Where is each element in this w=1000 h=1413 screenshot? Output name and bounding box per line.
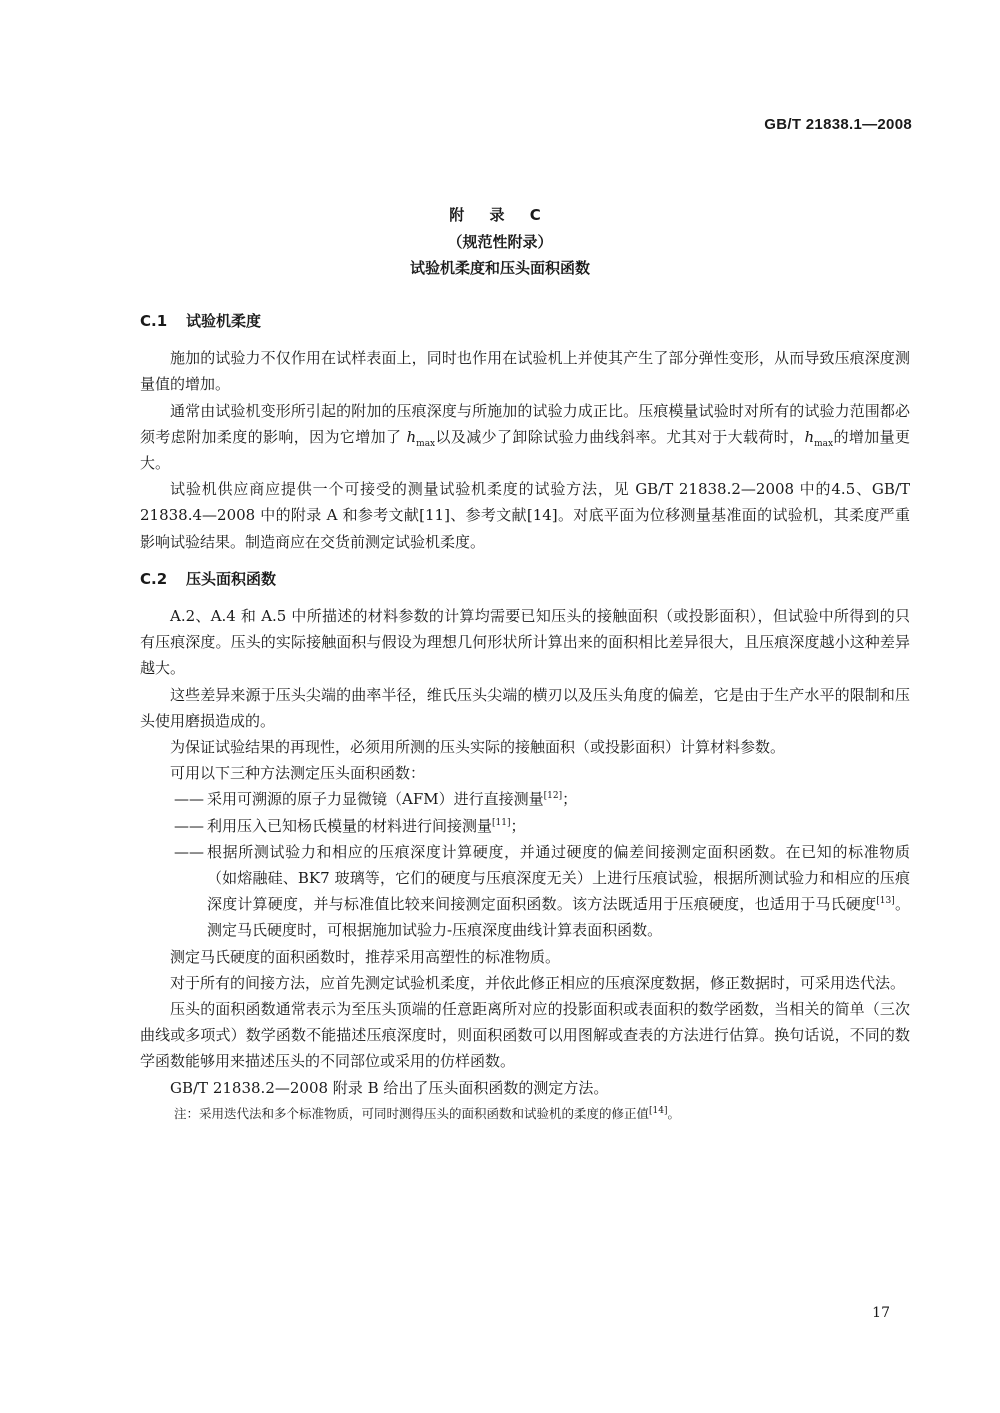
section-title: 压头面积函数 xyxy=(186,569,277,588)
paragraph: 试验机供应商应提供一个可接受的测量试验机柔度的试验方法，见 GB/T 21838.2—2008 中的4.5、GB/T 21838.4—2008 中的附录 A 和参考文献[11]、参考文献[14]。对底平面为位移测量基准面的试验机，其柔度严重影响试验结果。制造商应在交货前测定试验机柔度。 xyxy=(140,480,910,551)
section-number: C.1 xyxy=(140,312,168,330)
paragraph: A.2、A.4 和 A.5 中所描述的材料参数的计算均需要已知压头的接触面积（或投影面积），但试验中所得到的只有压痕深度。压头的实际接触面积与假设为理想几何形状所计算出来的面积相比差异很大，且压痕深度越小这种差异越大。 xyxy=(140,607,910,678)
paragraph: 施加的试验力不仅作用在试样表面上，同时也作用在试验机上并使其产生了部分弹性变形，从而导致压痕深度测量值的增加。 xyxy=(140,349,910,394)
list-item xyxy=(140,786,910,812)
document-body xyxy=(140,308,910,1125)
text-run: 利用压入已知杨氏模量的材料进行间接测量 xyxy=(207,816,493,835)
list-dash: —— xyxy=(174,816,204,835)
paragraph: 测定马氏硬度的面积函数时，推荐采用高塑性的标准物质。 xyxy=(170,947,561,966)
section-number: C.2 xyxy=(140,569,168,588)
list-dash: —— xyxy=(174,842,204,861)
annex-type: （规范性附录） xyxy=(447,232,553,251)
reference: [13] xyxy=(876,896,895,907)
subscript-max: max xyxy=(416,438,436,449)
paragraph: 对于所有的间接方法，应首先测定试验机柔度，并依此修正相应的压痕深度数据，修正数据时，可采用迭代法。 xyxy=(170,973,906,992)
list-dash: —— xyxy=(174,790,204,809)
section-heading-c1 xyxy=(140,308,910,334)
text-run: 根据所测试验力和相应的压痕深度计算硬度，并通过硬度的偏差间接测定面积函数。在已知的标准物质（如熔融硅、BK7 玻璃等，它们的硬度与压痕深度无关）上进行压痕试验，根据所测试验力和相应的压痕深度计算硬度，并与标准值比较来间接测定面积函数。该方法既适用于压痕硬度，也适用于马氏硬度 xyxy=(207,842,910,914)
subscript-max: max xyxy=(814,438,834,449)
text-run: 的增加量更大。 xyxy=(140,427,910,473)
symbol-h: h xyxy=(804,427,815,446)
annex-label: 附 录 C xyxy=(449,206,551,224)
paragraph: 这些差异来源于压头尖端的曲率半径，维氏压头尖端的横刃以及压头角度的偏差，它是由于生产水平的限制和压头使用磨损造成的。 xyxy=(140,685,910,730)
symbol-h: h xyxy=(406,427,417,446)
list-item xyxy=(140,813,910,839)
text-run: 以及减少了卸除试验力曲线斜率。尤其对于大载荷时， xyxy=(435,427,805,446)
text-run: ； xyxy=(562,790,578,809)
text-run: 通常由试验机变形所引起的附加的压痕深度与所施加的试验力成正比。压痕模量试验时对所有的试验力范围都必须考虑附加柔度的影响，因为它增加了 xyxy=(140,401,910,446)
paragraph: 为保证试验结果的再现性，必须用所测的压头实际的接触面积（或投影面积）计算材料参数。 xyxy=(170,738,786,757)
note xyxy=(140,1103,910,1125)
section-heading-c2 xyxy=(140,566,910,592)
document-code: GB/T 21838.1—2008 xyxy=(764,116,912,133)
text-run: 。 xyxy=(667,1105,681,1121)
paragraph xyxy=(140,398,910,477)
section-title: 试验机柔度 xyxy=(186,312,262,330)
page-number: 17 xyxy=(872,1305,890,1321)
text-run: 。测定马氏硬度时，可根据施加试验力-压痕深度曲线计算表面积函数。 xyxy=(207,895,910,940)
annex-heading xyxy=(0,202,1000,282)
reference: [14] xyxy=(649,1105,668,1116)
paragraph: 可用以下三种方法测定压头面积函数： xyxy=(170,764,426,783)
text-run: ； xyxy=(510,816,526,835)
reference: [12] xyxy=(543,791,563,802)
list-item xyxy=(140,839,910,944)
annex-title: 试验机柔度和压头面积函数 xyxy=(409,259,590,277)
paragraph: GB/T 21838.2—2008 附录 B 给出了压头面积函数的测定方法。 xyxy=(170,1078,609,1097)
paragraph: 压头的面积函数通常表示为至压头顶端的任意距离所对应的投影面积或表面积的数学函数，当相关的简单（三次曲线或多项式）数学函数不能描述压痕深度时，则面积函数可以用图解或查表的方法进行估算。换句话说，不同的数学函数能够用来描述压头的不同部位或采用的仿样函数。 xyxy=(140,1000,910,1071)
text-run: 注：采用迭代法和多个标准物质，可同时测得压头的面积函数和试验机的柔度的修正值 xyxy=(174,1105,650,1121)
text-run: 采用可溯源的原子力显微镜（AFM）进行直接测量 xyxy=(207,790,544,809)
reference: [11] xyxy=(492,817,511,828)
